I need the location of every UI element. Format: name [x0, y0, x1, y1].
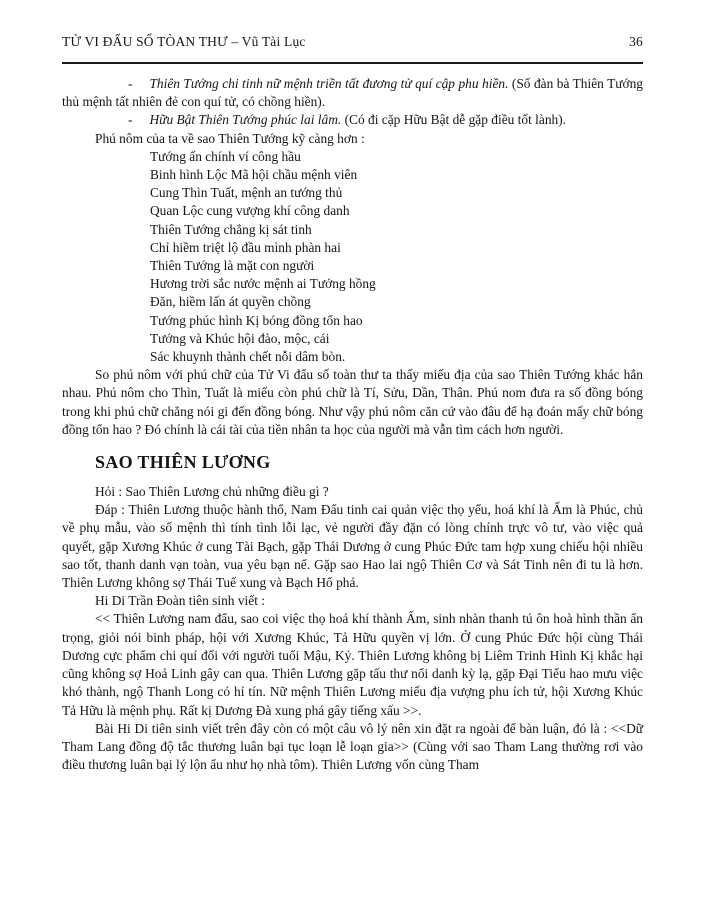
poem-line: Đăn, hiềm lấn át quyền chồng: [150, 294, 311, 310]
poem-line: Cung Thìn Tuất, mệnh an tướng thủ: [150, 185, 343, 201]
poem-line: Tướng và Khúc hội đào, mộc, cái: [150, 330, 330, 346]
poem-line: Hương trời sắc nước mệnh ai Tướng hồng: [150, 276, 376, 292]
poem-line: Tướng ấn chính ví công hầu: [150, 148, 301, 164]
dash-marker: -: [128, 112, 133, 128]
intro-line: Phú nôm của ta về sao Thiên Tướng kỹ càng hơn :: [95, 130, 365, 146]
bullet-item: [62, 111, 643, 129]
page-body: [62, 75, 643, 774]
bullet-normal-text: (Số đàn bà Thiên Tướng thủ mệnh tất nhiên đẻ con quí tử, có chồng hiền).: [62, 76, 643, 110]
poem-line: Chỉ hiềm triệt lộ đầu mình phàn hai: [150, 239, 341, 255]
poem-line: Thiên Tướng là mặt con người: [150, 258, 315, 274]
quote-intro-line: Hi Di Trần Đoàn tiên sinh viết :: [95, 593, 265, 609]
poem-line: Thiên Tướng chẳng kị sát tinh: [150, 221, 312, 237]
bullet-item: [62, 75, 643, 111]
section-heading: SAO THIÊN LƯƠNG: [95, 452, 271, 473]
running-title: TỬ VI ĐẨU SỐ TÒAN THƯ – Vũ Tài Lục: [62, 34, 306, 49]
poem-block: [150, 148, 643, 366]
comparison-paragraph: So phú nôm với phú chữ của Tử Vi đẩu số toàn thư ta thấy miếu địa của sao Thiên Tướng khác hẳn nhau. Phú nôm cho Thìn, Tuất là miếu còn phú chữ là Tí, Sửu, Dần, Thân. Phú nom đưa ra số đồng bóng trong khi phú chữ chẳng nói gi đến đồng bóng. Như vậy phú nôm căn cứ vào đâu để hạ đoán mấy chữ bóng đồng tổn hao ? Đó chính là cái tài của tiền nhân ta học của người mà vẫn tìm cách hơn người.: [62, 367, 643, 437]
page-number: 36: [629, 34, 643, 49]
quote-paragraph: << Thiên Lương nam đẩu, sao coi việc thọ hoá khí thành Ấm, sinh nhàn thanh tú ôn hoà hình thần ẩn trọng, giỏi nói binh pháp, hội với Xương Khúc, Tả Hữu quyền vị lớn. Ở cung Phúc Đức hội cùng Thái Dương cực phẩm chi quí đối với người tuổi Mậu, Kỷ. Thiên Lương không bị Liêm Trinh Hình Kị khắc hại cũng không sợ Hoả Linh gây can qua. Thiên Lương gặp tấu thư nổi danh kỳ lạ, gặp Đại Tiểu hao mưu việc khó thành, ngộ Thanh Long có hỉ tín. Nữ mệnh Thiên Lương miếu địa vượng phu ích tử, hội Xương Khúc Tả Hữu là mệnh phụ. Rất kị Dương Đà xung phá gây tiếng xấu >>.: [62, 611, 643, 718]
answer-paragraph: Đáp : Thiên Lương thuộc hành thổ, Nam Đẩu tinh cai quản việc thọ yểu, hoá khí là Ấm là Phúc, chủ về phụ mẫu, vào số mệnh thì tính tình lỗi lạc, vẻ người đầy đặn có lòng chính trực vô tư, vào việc quả quyết, gặp Xương Khúc ở cung Tài Bạch, gặp Thái Dương ở cung Phúc Đức tam hợp xung chiếu hội nhiều sao tốt, thanh danh vạn toàn, vua yêu bạn nể. Gặp sao Hao lai ngộ Thiên Cơ và Sát Tinh nên đi tu là hơn. Thiên Lương không sợ Thái Tuế xung và Bạch Hổ phá.: [62, 502, 643, 591]
closing-paragraph: Bài Hi Di tiên sinh viết trên đây còn có một câu vô lý nên xin đặt ra ngoài để bàn luận, đó là : <<Dữ Tham Lang đồng độ tắc thương luân bại tục loạn lễ loạn gia>> (Cùng với sao Tham Lang thường rơi vào điều thương luân bại lý lộn ẩu như họ nhà tôm). Thiên Lương vốn cùng Tham: [62, 720, 643, 773]
page-header: [62, 34, 643, 50]
bullet-italic-text: Thiên Tướng chi tinh nữ mệnh triền tất đương tử quí cập phu hiền.: [149, 76, 509, 91]
question-line: Hỏi : Sao Thiên Lương chủ những điều gì ?: [95, 484, 329, 500]
dash-marker: -: [128, 76, 133, 91]
poem-line: Tướng phúc hình Kị bóng đồng tổn hao: [150, 312, 363, 328]
poem-line: Sác khuynh thành chết nỗi dâm bòn.: [150, 349, 346, 365]
poem-line: Quan Lộc cung vượng khí công danh: [150, 203, 350, 219]
poem-line: Binh hình Lộc Mã hội chầu mệnh viên: [150, 167, 358, 183]
bullet-normal-text: (Có đi cặp Hữu Bật dễ gặp điều tốt lành).: [341, 112, 567, 128]
bullet-italic-text: Hữu Bật Thiên Tướng phúc lai lâm.: [149, 112, 342, 128]
header-rule: [62, 62, 643, 64]
